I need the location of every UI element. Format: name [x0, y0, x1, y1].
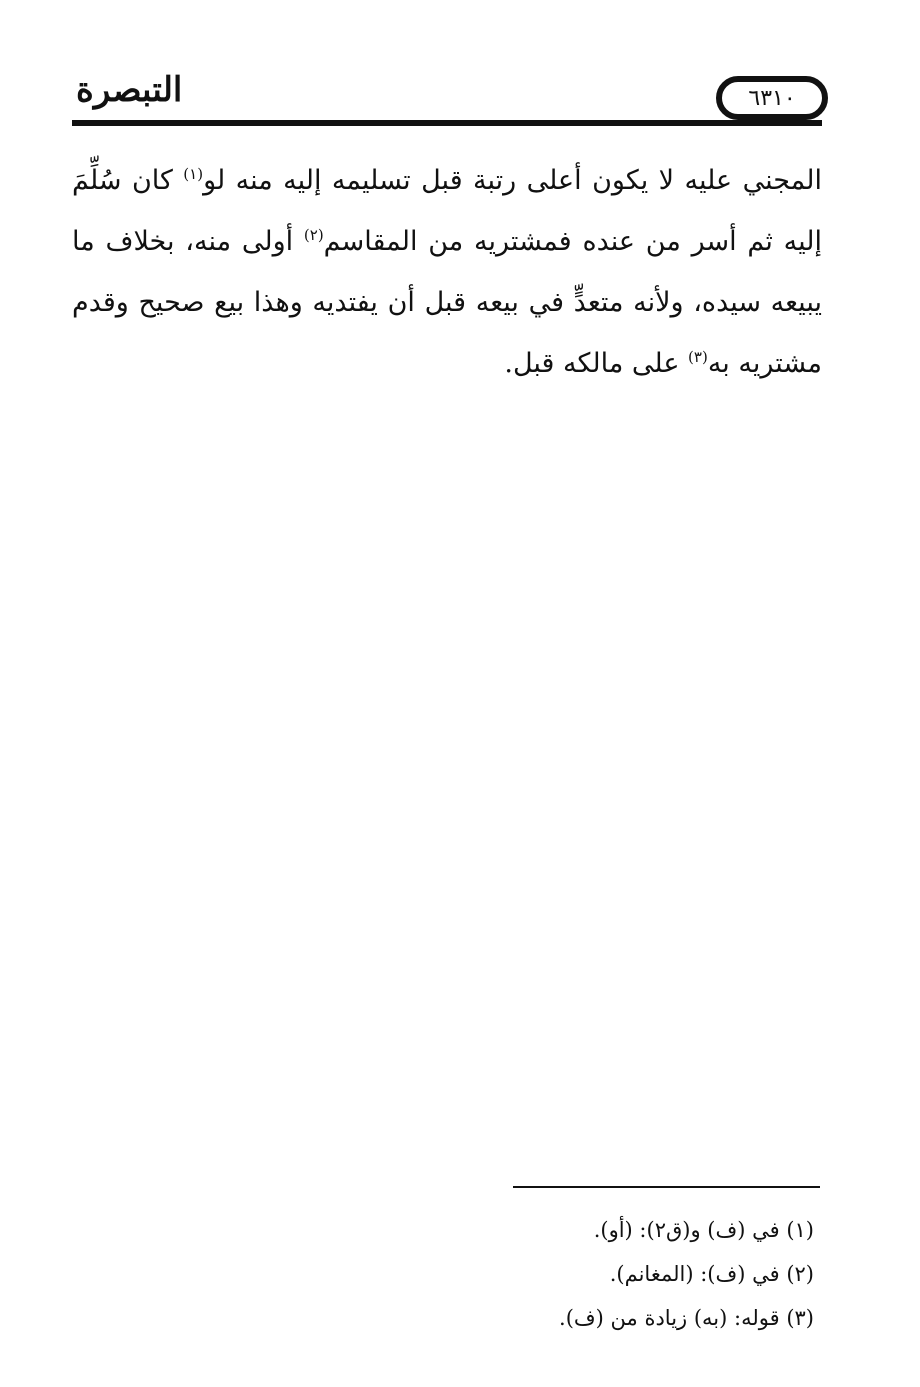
page-number: ٦٣١٠ — [716, 76, 828, 120]
footnote-ref-3: (٣) — [688, 348, 708, 366]
text-segment: كان سُلِّمَ إليه ثم أسر من عنده فمشتريه من المقاسم — [72, 165, 822, 257]
main-paragraph — [72, 150, 822, 394]
footnotes — [114, 1208, 814, 1340]
running-title: التبصرة — [76, 70, 183, 110]
footnote-ref-2: (٢) — [303, 226, 324, 244]
text-segment: المجني عليه لا يكون أعلى رتبة قبل تسليمه إليه منه لو — [203, 165, 823, 196]
text-segment: أولى منه، بخلاف ما يبيعه سيده، ولأنه متعدٍّ في بيعه قبل أن يفتديه وهذا بيع صحيح وقدم مشتريه به — [72, 226, 822, 379]
main-text — [72, 150, 822, 394]
footnote-3: (٣) قوله: (به) زيادة من (ف). — [559, 1306, 814, 1330]
footnote-2: (٢) في (ف): (المغانم). — [609, 1262, 814, 1286]
page-header — [72, 60, 822, 130]
header-rule — [72, 120, 822, 126]
footnote-separator — [513, 1186, 820, 1188]
footnote-ref-1: (١) — [183, 165, 204, 183]
text-segment: على مالكه قبل. — [504, 348, 689, 379]
footnote-1: (١) في (ف) و(ق٢): (أو). — [593, 1218, 814, 1242]
